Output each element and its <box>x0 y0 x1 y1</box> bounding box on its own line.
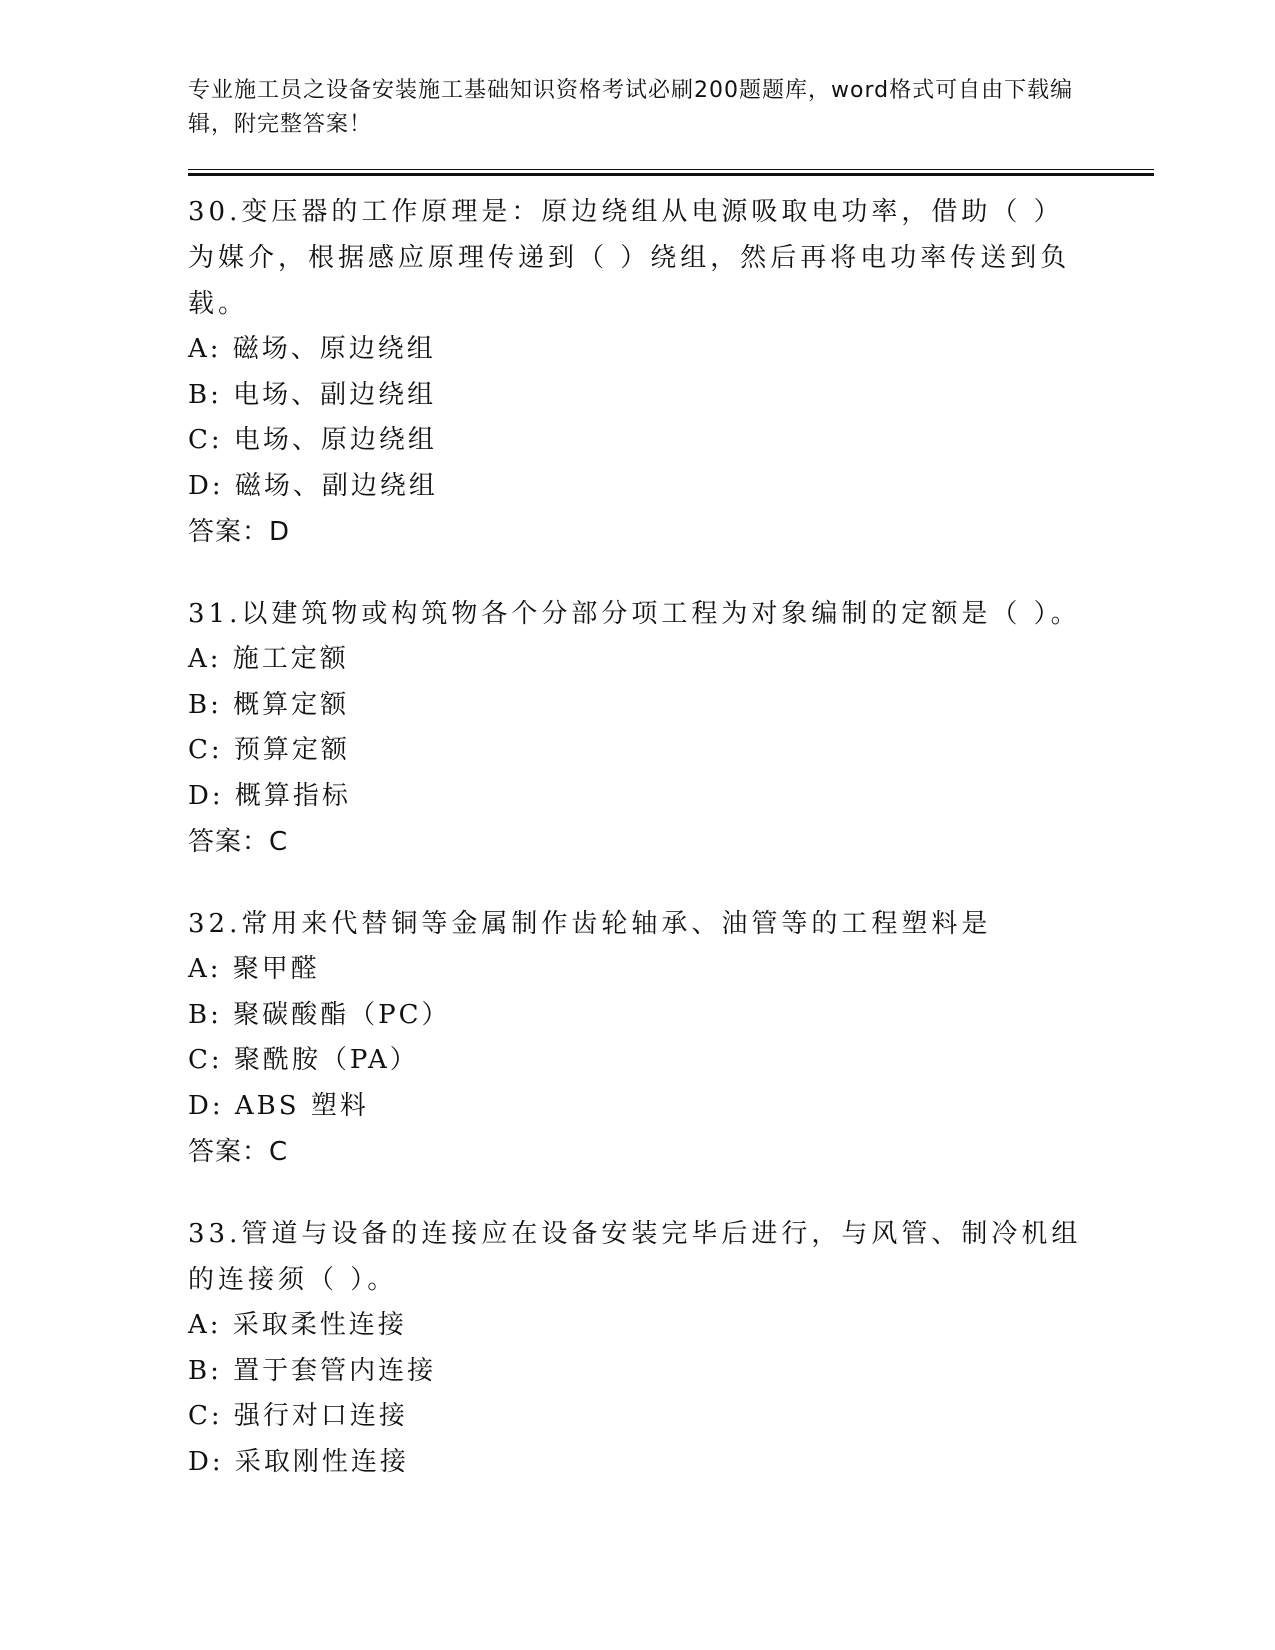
question-32 <box>188 901 1088 1175</box>
option-c: C: 预算定额 <box>188 735 350 765</box>
answer-line: 答案：C <box>188 1137 289 1167</box>
option-b: B: 概算定额 <box>188 689 350 720</box>
option-d: D: 采取刚性连接 <box>188 1446 409 1477</box>
option-a: A: 磁场、原边绕组 <box>188 334 436 364</box>
header-divider-thick <box>188 173 1154 176</box>
question-30 <box>188 189 1088 555</box>
option-d: D: ABS 塑料 <box>188 1090 369 1121</box>
option-c: C: 电场、原边绕组 <box>188 425 437 455</box>
answer-line: 答案：D <box>188 517 291 547</box>
option-b: B: 聚碳酸酯（PC） <box>188 999 451 1030</box>
option-d: D: 磁场、副边绕组 <box>188 470 438 501</box>
option-a: A: 聚甲醛 <box>188 954 320 984</box>
option-c: C: 强行对口连接 <box>188 1401 408 1431</box>
document-header: 专业施工员之设备安装施工基础知识资格考试必刷200题题库，word格式可自由下载编辑，附完整答案！ <box>188 78 1074 137</box>
option-d: D: 概算指标 <box>188 780 351 811</box>
question-33 <box>188 1211 1088 1485</box>
option-b: B: 置于套管内连接 <box>188 1355 437 1386</box>
question-stem: 32.常用来代替铜等金属制作齿轮轴承、油管等的工程塑料是 <box>188 909 992 939</box>
option-c: C: 聚酰胺（PA） <box>188 1045 419 1075</box>
answer-line: 答案：C <box>188 827 289 857</box>
question-list <box>188 189 1088 1521</box>
question-stem: 33.管道与设备的连接应在设备安装完毕后进行，与风管、制冷机组的连接须（ ）。 <box>188 1219 1082 1295</box>
option-b: B: 电场、副边绕组 <box>188 379 437 410</box>
question-stem: 30.变压器的工作原理是：原边绕组从电源吸取电功率，借助（ ）为媒介，根据感应原理传递到（ ）绕组，然后再将电功率传送到负载。 <box>188 197 1071 319</box>
option-a: A: 施工定额 <box>188 644 349 674</box>
question-stem: 31.以建筑物或构筑物各个分部分项工程为对象编制的定额是（ ）。 <box>188 599 1081 629</box>
question-31 <box>188 591 1088 865</box>
option-a: A: 采取柔性连接 <box>188 1310 407 1340</box>
header-divider-thin <box>188 169 1154 170</box>
